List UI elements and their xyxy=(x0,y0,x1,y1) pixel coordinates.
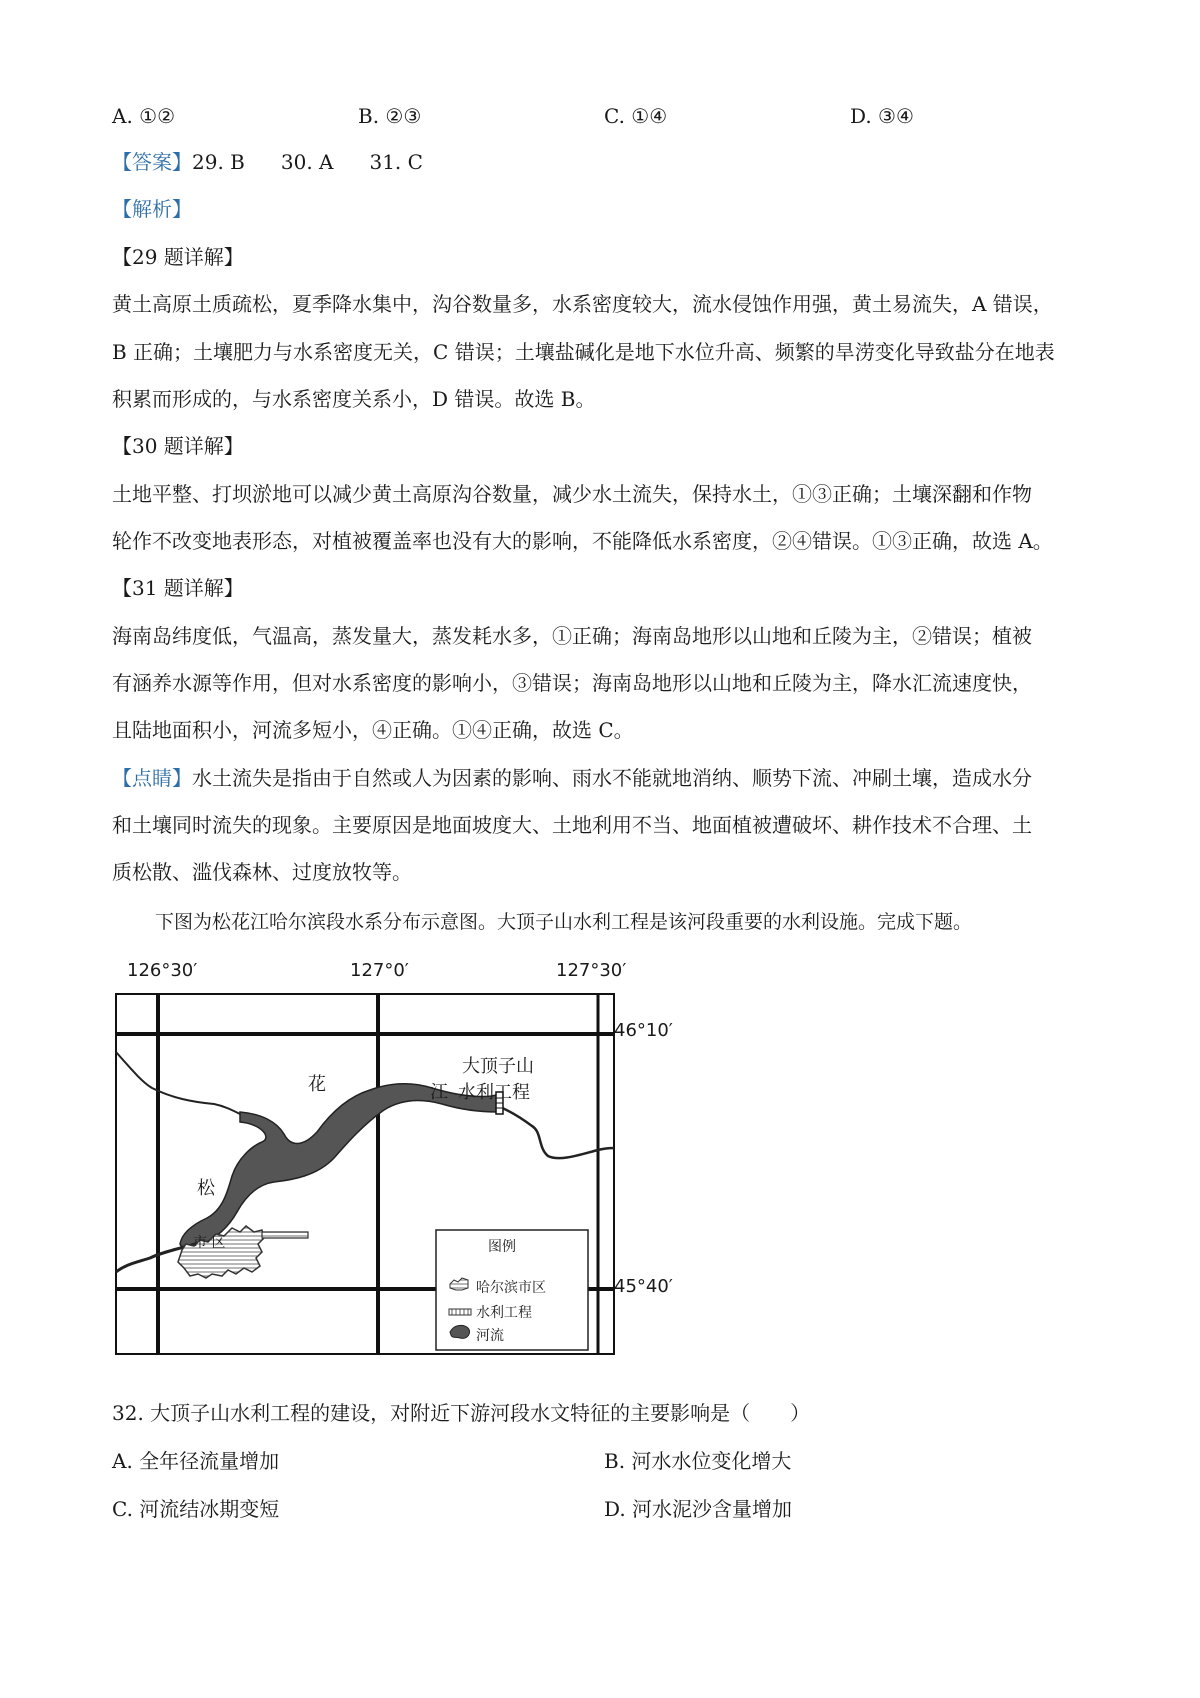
river-label-song: 松 xyxy=(197,1178,215,1199)
answer-tag: 【答案】 xyxy=(112,150,192,174)
q31-text-line: 海南岛纬度低，气温高，蒸发量大，蒸发耗水多，①正确；海南岛地形以山地和丘陵为主，②错误；植被 xyxy=(112,624,1032,648)
q31-text-line: 且陆地面积小，河流多短小，④正确。①④正确，故选 C。 xyxy=(112,718,634,742)
q29-heading: 【29 题详解】 xyxy=(112,245,244,269)
q29-text-line: B 正确；土壤肥力与水系密度无关，C 错误；土壤盐碱化是地下水位升高、频繁的旱涝变化导致盐分在地表 xyxy=(112,340,1055,364)
q30-text-line: 轮作不改变地表形态，对植被覆盖率也没有大的影响，不能降低水系密度，②④错误。①③正确，故选 A。 xyxy=(112,529,1053,553)
map-intro: 下图为松花江哈尔滨段水系分布示意图。大顶子山水利工程是该河段重要的水利设施。完成下题。 xyxy=(155,911,973,933)
river-label-hua: 花 xyxy=(308,1074,326,1095)
answer-line xyxy=(112,150,1102,174)
answer-item: 29. B xyxy=(192,150,245,174)
lon-label: 127°30′ xyxy=(556,960,627,981)
city-label: 市 区 xyxy=(193,1235,226,1251)
q32-stem: 32. 大顶子山水利工程的建设，对附近下游河段水文特征的主要影响是（ ） xyxy=(112,1401,811,1425)
legend-river-text: 河流 xyxy=(476,1328,504,1344)
q31-option-d: D. ③④ xyxy=(850,104,914,128)
project-label-line2: 水利工程 xyxy=(458,1082,530,1103)
q32-option-a: A. 全年径流量增加 xyxy=(112,1449,280,1473)
analysis-tag: 【解析】 xyxy=(112,197,192,221)
river-label-jiang: 江 xyxy=(430,1082,448,1103)
pointing-tag: 【点睛】 xyxy=(112,766,192,790)
q29-text-line: 黄土高原土质疏松，夏季降水集中，沟谷数量多，水系密度较大，流水侵蚀作用强，黄土易流失，A 错误， xyxy=(112,292,1053,316)
lat-label: 46°10′ xyxy=(614,1020,673,1041)
tributary-river xyxy=(116,1052,240,1114)
pointing-text-line: 和土壤同时流失的现象。主要原因是地面坡度大、土地利用不当、地面植被遭破坏、耕作技术不合理、土 xyxy=(112,813,1032,837)
legend-title: 图例 xyxy=(488,1239,516,1255)
pointing-line xyxy=(112,766,1102,790)
q30-text-line: 土地平整、打坝淤地可以减少黄土高原沟谷数量，减少水土流失，保持水土，①③正确；土壤深翻和作物 xyxy=(112,482,1032,506)
q31-text-line: 有涵养水源等作用，但对水系密度的影响小，③错误；海南岛地形以山地和丘陵为主，降水汇流速度快， xyxy=(112,671,1032,695)
q32-option-b: B. 河水水位变化增大 xyxy=(604,1449,792,1473)
answer-item: 30. A xyxy=(280,150,334,174)
lon-label: 126°30′ xyxy=(127,960,198,981)
pointing-text: 水土流失是指由于自然或人为因素的影响、雨水不能就地消纳、顺势下流、冲刷土壤，造成水分 xyxy=(192,766,1032,790)
q31-option-a: A. ①② xyxy=(112,104,176,128)
q31-option-b: B. ②③ xyxy=(358,104,422,128)
songhua-river-map xyxy=(112,962,618,1362)
q31-heading: 【31 题详解】 xyxy=(112,576,244,600)
project-label-line1: 大顶子山 xyxy=(462,1056,534,1077)
q32-option-d: D. 河水泥沙含量增加 xyxy=(604,1497,793,1521)
q30-heading: 【30 题详解】 xyxy=(112,434,244,458)
city-extension xyxy=(262,1232,308,1238)
lon-label: 127°0′ xyxy=(350,960,409,981)
answer-item: 31. C xyxy=(369,150,423,174)
legend-project-text: 水利工程 xyxy=(476,1305,532,1321)
q32-option-c: C. 河流结冰期变短 xyxy=(112,1497,280,1521)
lat-label: 45°40′ xyxy=(614,1276,673,1297)
q29-text-line: 积累而形成的，与水系密度关系小，D 错误。故选 B。 xyxy=(112,387,596,411)
q31-option-c: C. ①④ xyxy=(604,104,668,128)
pointing-text-line: 质松散、滥伐森林、过度放牧等。 xyxy=(112,860,412,884)
legend-city-text: 哈尔滨市区 xyxy=(476,1280,546,1296)
